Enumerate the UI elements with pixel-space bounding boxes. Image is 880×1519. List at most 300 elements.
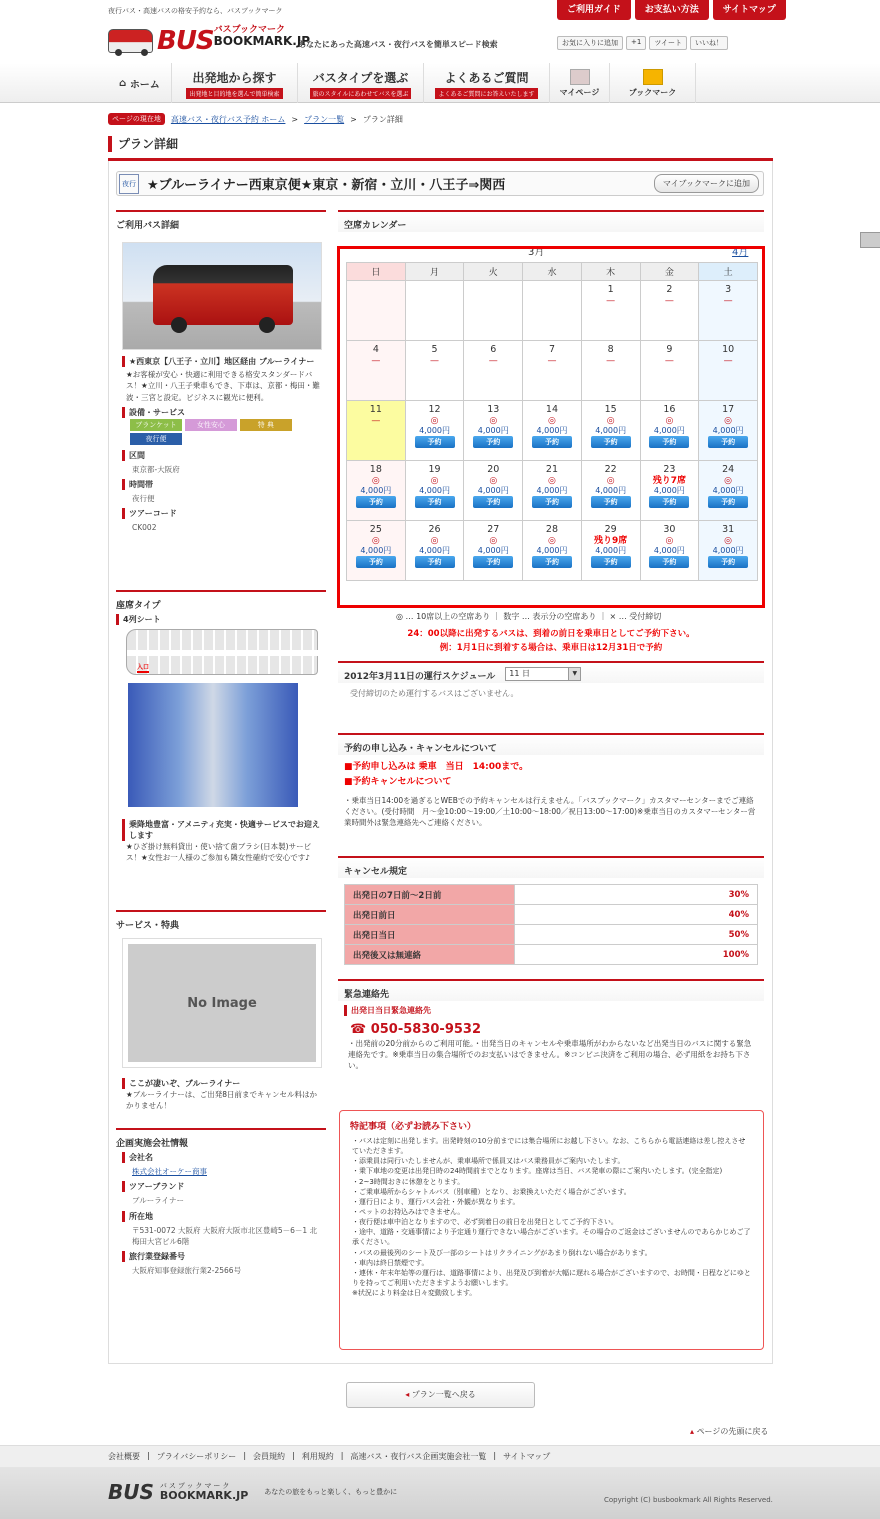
- service-title: ここが凄いぞ、ブルーライナー: [122, 1078, 320, 1089]
- emergency-heading: 緊急連絡先: [338, 979, 764, 1001]
- price: 4,000円: [419, 546, 450, 556]
- calendar-day: [699, 461, 758, 521]
- calendar-day: [699, 281, 758, 341]
- schedule-heading-row: [338, 661, 764, 683]
- day-number: 2: [666, 284, 673, 295]
- notice-body: [340, 1136, 763, 1298]
- notice-line: ・運行日により、運行バス会社・外観が異なります。: [352, 1197, 520, 1206]
- weekday-header: 水: [523, 263, 582, 281]
- footer-link[interactable]: 会員規約: [253, 1452, 286, 1461]
- calendar-day: [581, 401, 640, 461]
- calendar-note-1: 24：00以降に出発するバスは、到着の前日を乗車日としてご予約下さい。: [407, 629, 695, 639]
- notice-line: ・連休・年末年始等の運行は、道路事情により、出発及び到着が大幅に遅れる場合がございますので、お時間・日程などにゆとりを持ってご利用いただきますようお願いします。: [352, 1268, 751, 1287]
- social-buttons: [557, 36, 728, 50]
- day-number: 6: [490, 344, 497, 355]
- cancel-fee: 40%: [515, 905, 758, 925]
- calendar-day: [347, 341, 406, 401]
- price: 4,000円: [595, 486, 627, 496]
- nav-home[interactable]: [108, 63, 172, 103]
- calendar-day: [405, 461, 464, 521]
- calendar-highlight: [337, 246, 765, 608]
- night-bus-badge: 夜行: [119, 174, 139, 194]
- cancel-section: [338, 856, 764, 966]
- emergency-sub: 出発日当日緊急連絡先: [344, 1005, 764, 1016]
- reserve-button[interactable]: 予約: [532, 436, 572, 448]
- next-month-link[interactable]: 4月: [732, 247, 749, 258]
- cancel-row: [345, 945, 758, 965]
- nav-bus-type[interactable]: [298, 63, 424, 103]
- service-section: [116, 910, 326, 1120]
- weekday-header: 月: [405, 263, 464, 281]
- availability-mark: —: [664, 295, 674, 306]
- day-number: 8: [607, 344, 614, 355]
- calendar-day: [640, 341, 699, 401]
- tweet-button[interactable]: ツイート: [649, 36, 687, 50]
- notice-line: ・ペットのお持込みはできません。: [352, 1207, 465, 1216]
- section-heading: 企画実施会社情報: [116, 1128, 326, 1152]
- reserve-button[interactable]: 予約: [356, 496, 396, 508]
- reserve-button[interactable]: 予約: [649, 496, 689, 508]
- availability-mark: ◎: [430, 415, 439, 426]
- breadcrumb: [108, 113, 403, 125]
- schedule-section: [338, 661, 764, 731]
- day-number: 22: [604, 464, 617, 475]
- bus-photo: [122, 242, 322, 350]
- reserve-button[interactable]: 予約: [649, 556, 689, 568]
- calendar-day: [464, 341, 523, 401]
- price: 4,000円: [536, 546, 568, 556]
- area-value: 東京都-大阪府: [132, 464, 180, 474]
- bus-title: ★西東京【八王子・立川】地区経由 ブルーライナー: [122, 356, 320, 367]
- availability-mark: ◎: [489, 475, 498, 486]
- availability-mark: —: [606, 295, 616, 306]
- nav-item-sub: 旅のスタイルにあわせてバスを選ぶ: [310, 88, 412, 99]
- slogan: あなたにあった高速バス・夜行バスを簡単スピード検索: [298, 40, 498, 49]
- calendar-day: [640, 401, 699, 461]
- cancel-row: [345, 925, 758, 945]
- day-number: 15: [604, 404, 617, 415]
- day-number: 10: [722, 344, 735, 355]
- calendar-day: [405, 521, 464, 581]
- availability-mark: ◎: [548, 475, 556, 486]
- calendar-heading-wrap: [338, 210, 764, 232]
- nav-item-sub: よくあるご質問にお答えいたします: [435, 88, 537, 99]
- day-number: 31: [722, 524, 735, 535]
- cancel-fee: 50%: [515, 925, 758, 945]
- day-number: 13: [487, 404, 500, 415]
- site-logo[interactable]: [108, 26, 310, 56]
- logo-bus-text: BUS: [157, 26, 214, 56]
- back-to-list-button[interactable]: [346, 1382, 535, 1408]
- calendar-day: [581, 281, 640, 341]
- night-badge: 夜行便: [130, 433, 182, 445]
- price: 4,000円: [536, 426, 568, 436]
- availability-mark: —: [371, 415, 381, 426]
- notice-line: ・乗下車地の変更は出発日時の24時間前までとなります。座席は当日、バス発車の際にご案内いたします。(完全指定): [352, 1167, 723, 1176]
- reserve-text: ・乗車当日14:00を過ぎるとWEBでの予約キャンセルは行えません。「バスブックマーク」カスタマーセンターまでご連絡ください。(受付時間 月～金10:00～19:00／土10:00～18:00／祝日13:00～17:00)※乗車当日のカスタマーセンター営業時間外は緊急連絡先へご連絡ください。: [344, 796, 756, 827]
- availability-mark: ◎: [724, 535, 733, 546]
- page-top-link[interactable]: [690, 1426, 768, 1437]
- footer-link[interactable]: サイトマップ: [503, 1452, 551, 1461]
- day-number: 20: [487, 464, 500, 475]
- day-number: 4: [372, 344, 379, 355]
- day-number: 11: [369, 404, 382, 415]
- code-value: CK002: [132, 523, 157, 533]
- reserve-button[interactable]: 予約: [473, 436, 513, 448]
- add-bookmark-button[interactable]: マイブックマークに追加: [654, 174, 759, 193]
- page-title: プラン詳細: [108, 136, 178, 152]
- availability-mark: —: [547, 355, 557, 366]
- cancel-period: 出発日の7日前〜2日前: [345, 885, 515, 905]
- nav-mypage-label: マイページ: [559, 88, 600, 97]
- day-number: 24: [722, 464, 735, 475]
- facility-label: 設備・サービス: [122, 407, 320, 418]
- day-number: 3: [725, 284, 732, 295]
- availability-mark: ◎: [606, 475, 615, 486]
- day-number: 17: [722, 404, 735, 415]
- bonus-badge: 特 典: [240, 419, 292, 431]
- calendar-day: [523, 521, 582, 581]
- reserve-button[interactable]: 予約: [708, 496, 748, 508]
- reserve-section: [338, 733, 764, 853]
- footer-link[interactable]: 会社概要: [108, 1452, 140, 1461]
- chevron-down-icon: ▼: [568, 668, 580, 680]
- registration-value: 大阪府知事登録旅行業2-2566号: [132, 1266, 242, 1275]
- availability-mark: ◎: [489, 535, 498, 546]
- calendar-day: [523, 461, 582, 521]
- seat-section: [116, 590, 326, 900]
- calendar-day: [523, 401, 582, 461]
- registration-label: 旅行業登録番号: [122, 1251, 320, 1262]
- section-heading: 座席タイプ: [116, 590, 326, 614]
- availability-mark: —: [430, 355, 440, 366]
- footer-link[interactable]: プライバシーポリシー: [156, 1452, 237, 1461]
- weekday-header: 金: [640, 263, 699, 281]
- tagline: 夜行バス・高速バスの格安予約なら、バスブックマーク: [108, 7, 283, 15]
- availability-mark: —: [488, 355, 498, 366]
- price: 4,000円: [595, 426, 627, 436]
- like-button[interactable]: いいね！: [690, 36, 728, 50]
- notice-line: ・バスの最後列のシート及び一部のシートはリクライニングがあまり倒れない場合があります。: [352, 1248, 652, 1257]
- availability-mark: ◎: [371, 475, 380, 486]
- footer-logo-kana: バスブックマーク: [159, 1482, 232, 1490]
- sitemap-link[interactable]: サイトマップ: [713, 0, 786, 20]
- price: 4,000円: [712, 546, 744, 556]
- price: 4,000円: [477, 426, 509, 436]
- nav-search-departure[interactable]: [172, 63, 298, 103]
- day-number: 14: [545, 404, 558, 415]
- availability-mark: ◎: [665, 415, 674, 426]
- nav-home-label: ホーム: [129, 79, 160, 91]
- price: 4,000円: [653, 486, 685, 496]
- day-number: 23: [663, 464, 676, 475]
- breadcrumb-plan-list[interactable]: プラン一覧: [304, 114, 345, 124]
- up-arrow-icon: ▴: [690, 1427, 697, 1436]
- calendar-day: [464, 521, 523, 581]
- notice-line: ・夜行便は車中泊となりますので、必ず到着日の前日を出発日としてご予約下さい。: [352, 1218, 618, 1227]
- calendar-day: [523, 281, 582, 341]
- availability-mark: ◎: [724, 475, 733, 486]
- day-number: 25: [369, 524, 382, 535]
- reserve-heading: 予約の申し込み・キャンセルについて: [338, 733, 764, 755]
- back-to-list-label: プラン一覧へ戻る: [411, 1390, 476, 1399]
- cancel-period: 出発日当日: [345, 925, 515, 945]
- calendar-day: [464, 461, 523, 521]
- day-number: 27: [487, 524, 500, 535]
- reserve-button[interactable]: 予約: [532, 496, 572, 508]
- day-number: 30: [663, 524, 676, 535]
- bus-logo-icon: [108, 29, 153, 53]
- nav-faq[interactable]: [424, 63, 550, 103]
- calendar-day: [347, 461, 406, 521]
- footer-sep: |: [340, 1451, 344, 1460]
- calendar-day: [581, 461, 640, 521]
- day-select[interactable]: [505, 667, 581, 681]
- cancel-fee: 100%: [515, 945, 758, 965]
- cancel-period: 出発後又は無連絡: [345, 945, 515, 965]
- company-section: [116, 1128, 326, 1328]
- calendar-day: [699, 401, 758, 461]
- weekday-header: 木: [581, 263, 640, 281]
- footer-logo[interactable]: [108, 1480, 397, 1504]
- footer-slogan: あなたの旅をもっと楽しく、もっと豊かに: [264, 1488, 398, 1496]
- notice-line: ・2~3時間おきに休憩をとります。: [352, 1177, 465, 1186]
- notice-line: ・バスは定刻に出発します。出発時刻の10分前までには集合場所にお越し下さい。なお、こちらから電話連絡は差し控えさせていただきます。: [352, 1137, 746, 1156]
- day-select-value: 11 日: [509, 669, 531, 678]
- cancel-table: [344, 884, 758, 965]
- availability-mark: ◎: [606, 415, 615, 426]
- calendar-day: [523, 341, 582, 401]
- reserve-button[interactable]: 予約: [591, 496, 631, 508]
- schedule-empty-text: 受付締切のため運行するバスはございません。: [350, 689, 519, 698]
- no-image-box: [122, 938, 322, 1068]
- footer-logo-en: BOOKMARK.JP: [159, 1489, 249, 1502]
- calendar-day: [581, 521, 640, 581]
- calendar-legend: ◎ … 10席以上の空席あり ｜ 数字 … 表示分の空席あり ｜ × … 受付締切: [396, 612, 662, 621]
- nav-item-title: バスタイプを選ぶ: [312, 71, 409, 85]
- brand-value: ブルーライナー: [132, 1196, 184, 1206]
- day-number: 9: [666, 344, 673, 355]
- calendar-day: [699, 521, 758, 581]
- calendar-month: 3月: [528, 247, 545, 258]
- side-tab-icon[interactable]: [860, 232, 880, 248]
- remaining-seats: 残り7席: [652, 475, 686, 486]
- plan-header: [116, 171, 764, 196]
- address-value: 〒531-0072 大阪府 大阪府大阪市北区豊崎5－6－1 北梅田大宮ビル6階: [132, 1225, 318, 1246]
- reserve-button[interactable]: 予約: [708, 436, 748, 448]
- reserve-button[interactable]: 予約: [649, 436, 689, 448]
- brand-label: ツアーブランド: [122, 1181, 320, 1192]
- notice-line: ・車内は終日禁煙です。: [352, 1258, 429, 1267]
- page-top-label: ページの先頭に戻る: [696, 1427, 769, 1436]
- bus-detail-section: [116, 210, 326, 585]
- calendar-day: [347, 521, 406, 581]
- weekday-header: 火: [464, 263, 523, 281]
- availability-mark: ◎: [548, 535, 556, 546]
- blanket-badge: ブランケット: [130, 419, 182, 431]
- price: 4,000円: [360, 486, 392, 496]
- nav-mypage[interactable]: [550, 63, 610, 103]
- reserve-button[interactable]: 予約: [473, 496, 513, 508]
- guide-link[interactable]: ご利用ガイド: [557, 0, 631, 20]
- address-label: 所在地: [122, 1211, 320, 1222]
- emergency-section: [338, 979, 764, 1105]
- breadcrumb-home[interactable]: 高速バス・夜行バス予約 ホーム: [170, 114, 286, 124]
- calendar-day: [405, 401, 464, 461]
- nav-item-title: 出発地から探す: [192, 71, 277, 85]
- weekday-header: 日: [347, 263, 406, 281]
- footer-sep: |: [292, 1451, 295, 1460]
- calendar-day: [347, 281, 406, 341]
- reserve-button[interactable]: 予約: [415, 436, 455, 448]
- nav-bookmark-label: ブックマーク: [628, 88, 677, 97]
- day-number: 28: [545, 524, 558, 535]
- calendar-day: [347, 401, 406, 461]
- availability-mark: —: [723, 295, 733, 306]
- availability-mark: ◎: [430, 475, 439, 486]
- footer-link[interactable]: 利用規約: [301, 1452, 334, 1461]
- day-number: 19: [428, 464, 441, 475]
- calendar-day: [464, 281, 523, 341]
- availability-mark: ◎: [371, 535, 380, 546]
- calendar-day: [699, 341, 758, 401]
- main-nav: [0, 63, 880, 103]
- seat-map: [126, 629, 318, 675]
- emergency-text: ・出発前の20分前からのご利用可能。・出発当日のキャンセルや乗車場所がわからないなど出発当日のバスに関する緊急連絡先です。※乗車当日の集合場所でのお支払いはできません。※コンビニ決済をご利用の場合、必ず用紙をお持ち下さい。: [348, 1039, 752, 1070]
- day-number: 26: [428, 524, 441, 535]
- entrance-label: 入口: [137, 664, 150, 671]
- notice-line: ・添乗員は同行いたしませんが、乗車場所で係員又はバス乗務員がご案内いたします。: [352, 1157, 625, 1166]
- no-image-label: No Image: [128, 944, 316, 1062]
- breadcrumb-sep: >: [291, 114, 299, 124]
- footer-logo-bus: BUS: [108, 1480, 154, 1504]
- availability-mark: —: [664, 355, 674, 366]
- calendar-day: [581, 341, 640, 401]
- notice-line: ・ご乗車場所からシャトルバス（別車種）となり、お乗換えいただく場合がございます。: [352, 1187, 631, 1196]
- cancel-row: [345, 885, 758, 905]
- plan-name: ★ブルーライナー西東京便★東京・新宿・立川・八王子⇒関西: [147, 178, 506, 193]
- availability-mark: ◎: [665, 535, 674, 546]
- footer-sep: |: [243, 1451, 247, 1460]
- availability-mark: —: [723, 355, 733, 366]
- breadcrumb-tag: ページの現在地: [108, 113, 165, 125]
- nav-item-title: よくあるご質問: [444, 71, 529, 85]
- price: 4,000円: [653, 426, 685, 436]
- calendar-day: [640, 521, 699, 581]
- reserve-button[interactable]: 予約: [708, 556, 748, 568]
- day-number: 29: [604, 524, 617, 535]
- price: 4,000円: [477, 546, 509, 556]
- reserve-button[interactable]: 予約: [356, 556, 396, 568]
- remaining-seats: 残り9席: [594, 535, 628, 546]
- reserve-button[interactable]: 予約: [591, 436, 631, 448]
- women-safe-badge: 女性安心: [185, 419, 237, 431]
- notice-box: [339, 1110, 764, 1350]
- back-arrow-icon: ◂: [405, 1390, 412, 1399]
- footer-link[interactable]: 高速バス・夜行バス企画実施会社一覧: [350, 1452, 487, 1461]
- schedule-heading: 2012年3月11日の運行スケジュール: [344, 672, 496, 682]
- reserve-button[interactable]: 予約: [415, 556, 455, 568]
- payment-link[interactable]: お支払い方法: [635, 0, 709, 20]
- availability-mark: —: [606, 355, 616, 366]
- footer-sep: |: [493, 1451, 497, 1460]
- calendar-day: [405, 341, 464, 401]
- logo-kana: バスブックマーク: [213, 25, 286, 35]
- home-icon: ⌂: [119, 77, 130, 89]
- breadcrumb-current: プラン詳細: [362, 114, 403, 124]
- time-label: 時間帯: [122, 479, 320, 490]
- cancel-heading: キャンセル規定: [338, 856, 764, 878]
- day-number: 16: [663, 404, 676, 415]
- time-value: 夜行便: [132, 494, 155, 503]
- calendar-day: [640, 461, 699, 521]
- availability-mark: ◎: [548, 415, 556, 426]
- cancel-row: [345, 905, 758, 925]
- amenity-text: ★ひざ掛け無料貸出・使い捨て歯ブラシ(日本製)サービス！★女性お一人様のご参加も隣女性確約で安心です♪: [126, 842, 312, 863]
- notice-line: ※状況により料金は日々変動致します。: [352, 1289, 477, 1298]
- logo-en: BOOKMARK.JP: [213, 34, 311, 48]
- gplus-button[interactable]: +1: [626, 36, 646, 50]
- seat-type-label: 4列シート: [116, 614, 326, 625]
- price: 4,000円: [419, 426, 450, 436]
- company-name-label: 会社名: [122, 1152, 320, 1163]
- calendar-day: [405, 281, 464, 341]
- price: 4,000円: [712, 426, 744, 436]
- notice-heading: 特記事項（必ずお読み下さい）: [350, 1122, 477, 1132]
- reserve-button[interactable]: 予約: [415, 496, 455, 508]
- price: 4,000円: [595, 546, 627, 556]
- reserve-deadline: ■予約申し込みは 乗車 当日 14:00まで。: [344, 762, 529, 772]
- notice-line: ・途中、道路・交通事情により予定通り運行できない場合がございます。その場合のご返金はございませんのであらかじめご了承ください。: [352, 1228, 751, 1247]
- availability-mark: ◎: [430, 535, 439, 546]
- price: 4,000円: [653, 546, 685, 556]
- seat-calendar: [346, 262, 758, 581]
- price: 4,000円: [536, 486, 568, 496]
- my-bookmark-icon: [643, 69, 663, 85]
- price: 4,000円: [477, 486, 509, 496]
- section-heading: ご利用バス詳細: [116, 210, 326, 234]
- emergency-phone: [350, 1022, 764, 1037]
- footer-sep: |: [147, 1451, 150, 1460]
- reserve-button[interactable]: 予約: [532, 556, 572, 568]
- amenity-title: 乗降地豊富・アメニティ充実・快適サービスでお迎えします: [122, 819, 320, 841]
- company-link[interactable]: 株式会社オーケー商事: [132, 1167, 207, 1176]
- favorite-button[interactable]: お気に入りに追加: [557, 36, 623, 50]
- top-nav: [557, 0, 786, 20]
- weekday-header: 土: [699, 263, 758, 281]
- bus-info: [116, 350, 326, 534]
- bus-description: ★お客様が安心・快適に利用できる格安スタンダードバス！★立川・八王子乗車もでき、下車は、京都・梅田・難波・三宮と設定。ビジネスに観光に便利。: [126, 370, 320, 402]
- area-label: 区間: [122, 450, 320, 461]
- emergency-phone-number: 050-5830-9532: [370, 1022, 482, 1037]
- calendar-day: [640, 281, 699, 341]
- reserve-button[interactable]: 予約: [473, 556, 513, 568]
- day-number: 7: [548, 344, 555, 355]
- nav-bookmark[interactable]: [610, 63, 696, 103]
- reserve-button[interactable]: 予約: [591, 556, 631, 568]
- availability-mark: ◎: [489, 415, 498, 426]
- mypage-icon: [570, 69, 590, 85]
- calendar-note-2: 例：1月1日に到着する場合は、乗車日は12月31日で予約: [439, 643, 663, 653]
- day-number: 18: [369, 464, 382, 475]
- service-text: ★ブルーライナーは、ご出発8日前までキャンセル料はかかりません！: [126, 1090, 317, 1111]
- price: 4,000円: [360, 546, 392, 556]
- price: 4,000円: [712, 486, 744, 496]
- code-label: ツアーコード: [122, 508, 320, 519]
- section-heading: サービス・特典: [116, 910, 326, 934]
- availability-mark: ◎: [724, 415, 733, 426]
- breadcrumb-sep: >: [350, 114, 357, 124]
